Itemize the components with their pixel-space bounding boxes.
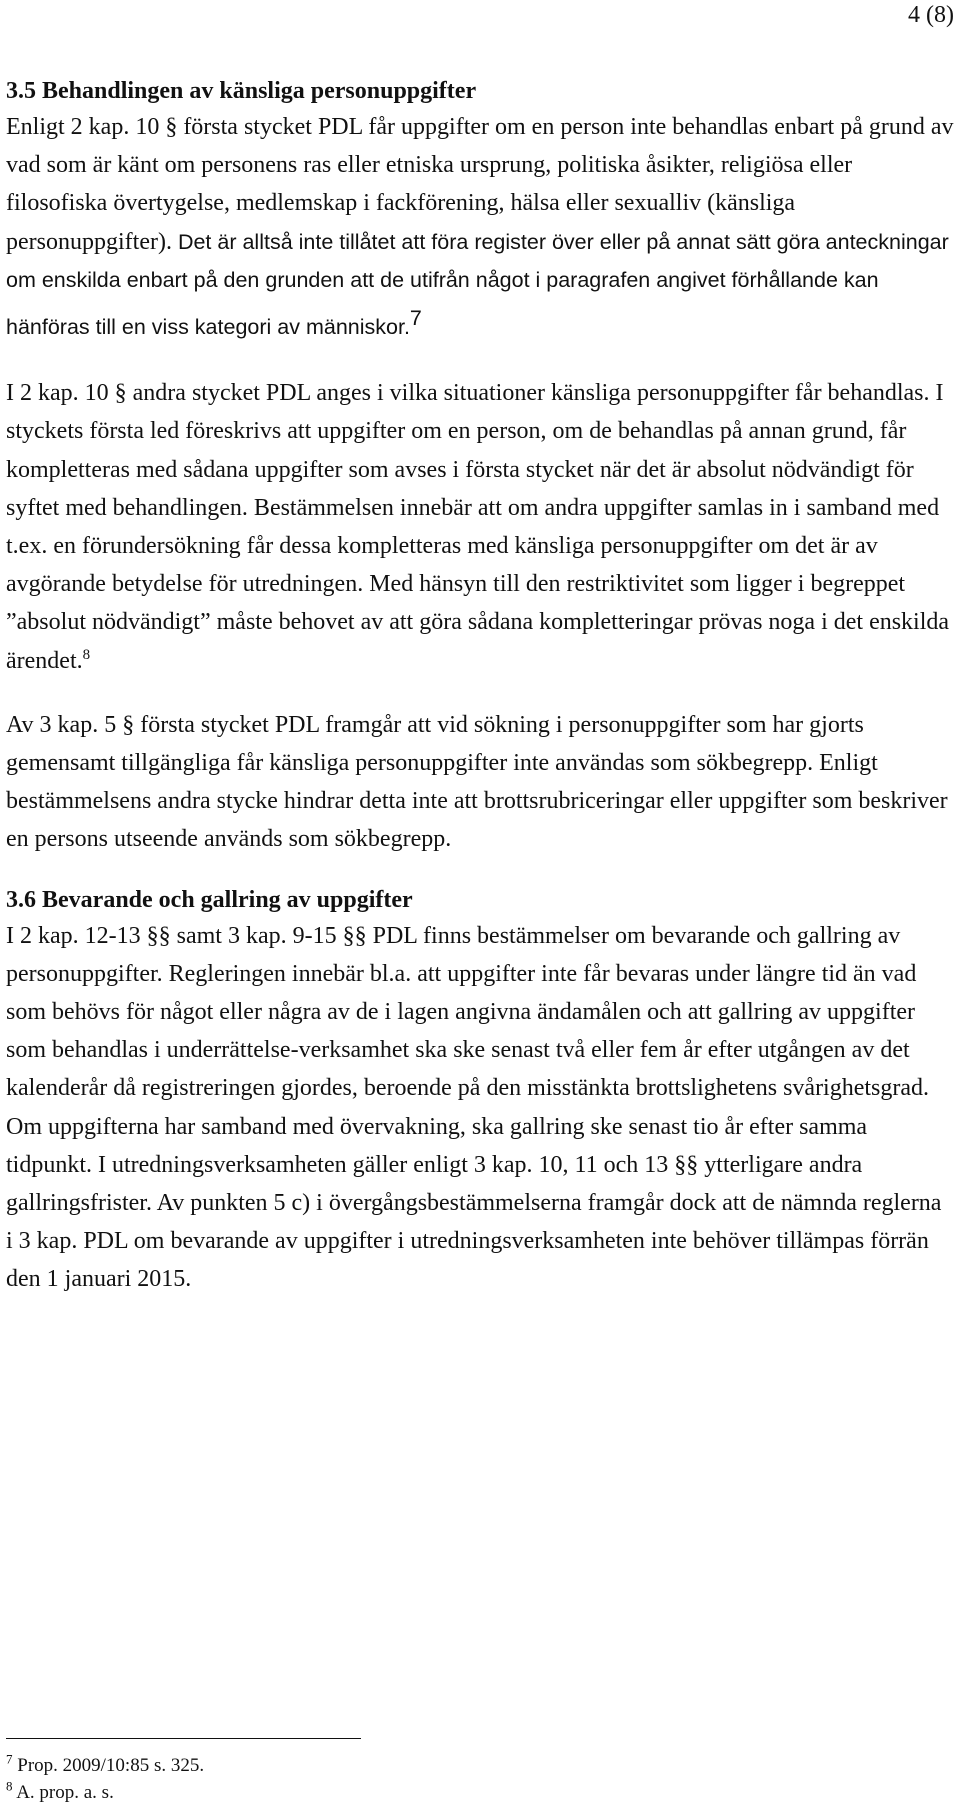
footnote-ref-8: 8 — [82, 646, 91, 663]
paragraph-search-terms: Av 3 kap. 5 § första stycket PDL framgår att vid sökning i personuppgifter som har gjorts gemensamt tillgängliga får känsliga personuppgifter inte användas som sökbegrepp. Enligt bestämmelsens andra stycke hindrar detta inte att brottsrubriceringar eller uppgifter som beskriver en persons utseende används som sökbegrepp. — [6, 711, 948, 853]
paragraph-text: I 2 kap. 10 § andra stycket PDL anges i vilka situationer känsliga personuppgifter får behandlas. — [6, 380, 930, 407]
paragraph-text-serif: Enligt 2 kap. 10 § första stycket PDL får uppgifter om en person inte behandlas enbart på grund av vad som är känt om personens ras eller etniska ursprung, politiska åsikter, religiösa eller filosofiska övertygelse, medlemskap i fackförening, hälsa eller sexualliv (känsliga personuppgifter). — [6, 114, 954, 255]
paragraph-text: I styckets första led föreskrivs att uppgifter om en person, om de behandlas på annan grund, får kompletteras med sådana uppgifter som avses i första stycket när det är absolut nödvändigt för syftet med behandlingen. Bestämmelsen innebär att om andra uppgifter samlas in i samband med t.ex. en förundersökning får dessa kompletteras med känsliga personuppgifter om det är av avgörande betydelse för utredningen. Med hänsyn till den restriktivitet som ligger i begreppet ”absolut nödvändigt” måste behovet av att göra sådana kompletteringar prövas noga i det enskilda ärendet. — [6, 380, 950, 674]
paragraph-retention: I 2 kap. 12-13 §§ samt 3 kap. 9-15 §§ PDL finns bestämmelser om bevarande och gallring av personuppgifter. Regleringen innebär bl.a. att uppgifter inte får bevaras under längre tid än vad som behövs för något eller några av de i lagen angivna ändamålen och att gallring av uppgifter som behandlas i underrättelse-verksamhet ska ske senast två eller fem år efter utgången av det kalenderår då registreringen gjordes, beroende på den misstänkta brottslighetens svårighetsgrad. Om uppgifterna har samband med övervakning, ska gallring ske senast tio år efter samma tidpunkt. I utredningsverksamheten gäller enligt 3 kap. 10, 11 och 13 §§ ytterligare andra gallringsfrister. Av punkten 5 c) i övergångsbestämmelserna framgår dock att de nämnda reglerna i 3 kap. PDL om bevarande av uppgifter i utredningsverksamheten inte behöver tillämpas förrän den 1 januari 2015. — [6, 922, 942, 1293]
document-body — [6, 76, 954, 1299]
footnote-number: 7 — [6, 1751, 13, 1767]
footnote-text: Prop. 2009/10:85 s. 325. — [12, 1755, 205, 1776]
footnote-separator — [6, 1738, 361, 1739]
paragraph-text-sans: Det är alltså inte tillåtet att föra register över eller på annat sätt göra anteckningar om enskilda enbart på den grunden att de utifrån något i paragrafen angivet förhållande kan hänföras till en viss kategori av människor. — [6, 229, 949, 340]
paragraph-permitted-processing — [6, 374, 954, 680]
footnote-number: 8 — [6, 1778, 13, 1794]
paragraph-sensitive-data — [6, 108, 954, 346]
section-heading-3-6: 3.6 Bevarande och gallring av uppgifter — [6, 886, 413, 913]
section-heading-3-5: 3.5 Behandlingen av känsliga personuppgifter — [6, 78, 477, 104]
page-number: 4 (8) — [908, 2, 954, 28]
footnote-8 — [6, 1779, 906, 1806]
footnote-ref-7: 7 — [409, 306, 422, 331]
footnotes — [6, 1752, 906, 1806]
footnote-7 — [6, 1752, 906, 1779]
footnote-text: A. prop. a. s. — [12, 1782, 114, 1803]
